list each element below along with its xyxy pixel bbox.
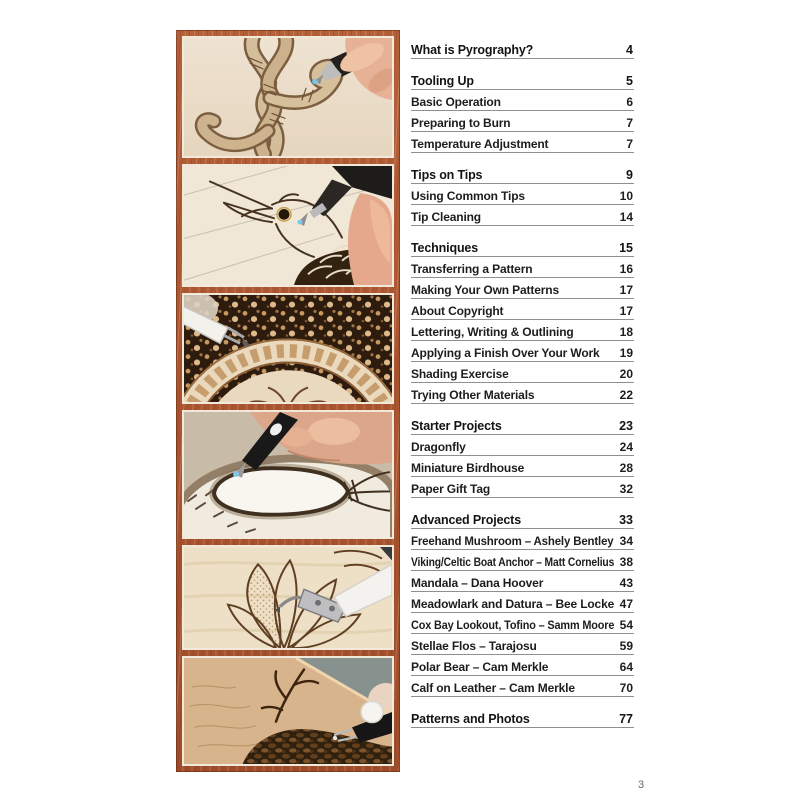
toc-entry-label: Applying a Finish Over Your Work <box>411 346 600 360</box>
toc-row <box>411 596 634 613</box>
toc-entry-page-number: 10 <box>619 189 633 203</box>
toc-entry-page-number: 17 <box>619 283 633 297</box>
finger-blur <box>348 193 392 285</box>
toc-entry-page-number: 47 <box>619 597 633 611</box>
toc-entry-label: Miniature Birdhouse <box>411 461 525 475</box>
toc-entry-page-number: 9 <box>626 168 633 182</box>
toc-entry-label: Calf on Leather – Cam Merkle <box>411 681 575 695</box>
toc-entry-page-number: 34 <box>619 534 633 548</box>
toc-row <box>411 617 634 634</box>
toc-entry-page-number: 17 <box>619 304 633 318</box>
toc-entry-page-number: 18 <box>619 325 633 339</box>
toc-row <box>411 387 634 404</box>
dragonfly-illustration <box>184 412 392 537</box>
toc-entry-label: Using Common Tips <box>411 189 525 203</box>
toc-row <box>411 209 634 226</box>
toc-entry-page-number: 77 <box>619 712 633 726</box>
toc-entry-page-number: 19 <box>619 346 633 360</box>
toc-entry-page-number: 43 <box>619 576 633 590</box>
toc-entry-page-number: 14 <box>619 210 633 224</box>
toc-row <box>411 136 634 153</box>
toc-row <box>411 533 634 550</box>
toc-row <box>411 42 634 59</box>
photo-flower-petals <box>182 545 394 650</box>
toc-entry-page-number: 32 <box>619 482 633 496</box>
toc-row <box>411 94 634 111</box>
toc-entry-page-number: 24 <box>619 440 633 454</box>
landscape-illustration <box>184 658 392 764</box>
toc-entry-label: Tooling Up <box>411 74 474 88</box>
photo-dragonfly-wood-slice <box>182 410 394 539</box>
toc-entry-label: Basic Operation <box>411 95 501 109</box>
toc-entry-page-number: 33 <box>619 513 633 527</box>
toc-entry-label: Tip Cleaning <box>411 210 481 224</box>
toc-row <box>411 261 634 278</box>
toc-row <box>411 188 634 205</box>
toc-row <box>411 460 634 477</box>
toc-entry-label: Stellae Flos – Tarajosu <box>411 639 537 653</box>
toc-entry-page-number: 4 <box>626 43 633 57</box>
toc-row <box>411 282 634 299</box>
toc-entry-label: Viking/Celtic Boat Anchor – Matt Cornelius <box>411 555 615 569</box>
toc-row <box>411 512 634 529</box>
toc-entry-label: Polar Bear – Cam Merkle <box>411 660 549 674</box>
toc-row <box>411 481 634 498</box>
toc-entry-page-number: 59 <box>619 639 633 653</box>
toc-row <box>411 659 634 676</box>
photo-celtic-knot-anchor <box>182 36 394 158</box>
toc-entry-page-number: 6 <box>626 95 633 109</box>
toc-row <box>411 418 634 435</box>
toc-entry-page-number: 23 <box>619 419 633 433</box>
toc-entry-page-number: 28 <box>619 461 633 475</box>
toc-entry-label: Freehand Mushroom – Ashely Bentley <box>411 534 614 548</box>
toc-row <box>411 167 634 184</box>
toc-entry-label: Making Your Own Patterns <box>411 283 559 297</box>
toc-entry-page-number: 54 <box>619 618 633 632</box>
toc-entry-label: Cox Bay Lookout, Tofino – Samm Moore <box>411 618 615 632</box>
toc-entry-label: Preparing to Burn <box>411 116 511 130</box>
toc-row <box>411 439 634 456</box>
toc-entry-label: Lettering, Writing & Outlining <box>411 325 574 339</box>
toc-row <box>411 345 634 362</box>
toc-entry-page-number: 70 <box>619 681 633 695</box>
toc-entry-label: Patterns and Photos <box>411 712 530 726</box>
toc-entry-page-number: 15 <box>619 241 633 255</box>
toc-row <box>411 73 634 90</box>
toc-entry-label: Dragonfly <box>411 440 466 454</box>
toc-entry-label: Advanced Projects <box>411 513 521 527</box>
toc-entry-page-number: 5 <box>626 74 633 88</box>
meadowlark-illustration <box>184 166 392 285</box>
toc-entry-label: Techniques <box>411 241 479 255</box>
toc-row <box>411 711 634 728</box>
mandala-illustration <box>184 295 392 402</box>
toc-list <box>411 42 634 732</box>
toc-row <box>411 324 634 341</box>
photo-landscape-tree <box>182 656 394 766</box>
page-number-folio: 3 <box>637 779 645 791</box>
toc-entry-label: Trying Other Materials <box>411 388 535 402</box>
toc-entry-label: Meadowlark and Datura – Bee Locke <box>411 597 615 611</box>
toc-entry-label: Starter Projects <box>411 419 502 433</box>
toc-row <box>411 303 634 320</box>
toc-entry-page-number: 16 <box>619 262 633 276</box>
toc-entry-label: Paper Gift Tag <box>411 482 491 496</box>
flower-illustration <box>184 547 392 648</box>
toc-entry-label: Shading Exercise <box>411 367 509 381</box>
toc-entry-page-number: 38 <box>619 555 633 569</box>
toc-row <box>411 554 634 571</box>
toc-entry-page-number: 7 <box>626 116 633 130</box>
toc-entry-label: About Copyright <box>411 304 504 318</box>
toc-row <box>411 240 634 257</box>
photo-strip <box>176 30 400 772</box>
toc-row <box>411 680 634 697</box>
toc-entry-page-number: 64 <box>619 660 633 674</box>
toc-entry-page-number: 7 <box>626 137 633 151</box>
toc-row <box>411 115 634 132</box>
toc-entry-label: Tips on Tips <box>411 168 483 182</box>
toc-entry-label: Transferring a Pattern <box>411 262 533 276</box>
toc-entry-label: Mandala – Dana Hoover <box>411 576 544 590</box>
celtic-knot-illustration <box>184 38 392 156</box>
toc-entry-page-number: 22 <box>619 388 633 402</box>
photo-mandala <box>182 293 394 404</box>
toc-row <box>411 575 634 592</box>
toc-row <box>411 366 634 383</box>
toc-entry-label: Temperature Adjustment <box>411 137 549 151</box>
photo-meadowlark-bird <box>182 164 394 287</box>
toc-entry-label: What is Pyrography? <box>411 43 534 57</box>
toc-row <box>411 638 634 655</box>
toc-entry-page-number: 20 <box>619 367 633 381</box>
